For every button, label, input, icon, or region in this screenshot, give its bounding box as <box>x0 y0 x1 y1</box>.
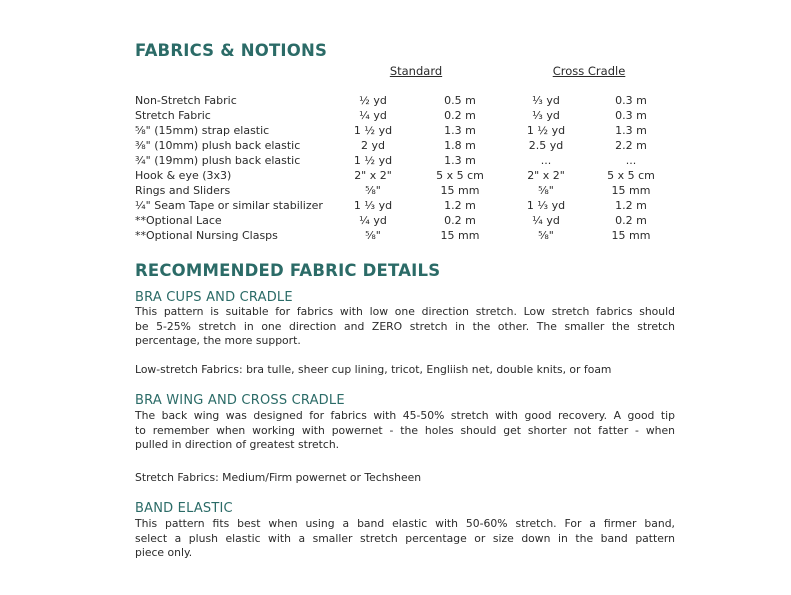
table-row <box>0 139 791 154</box>
table-row <box>0 154 791 169</box>
row-label: ¾" (19mm) plush back elastic <box>135 154 301 167</box>
cross-imperial: 1 ⅓ yd <box>526 199 566 212</box>
column-header-cross-cradle: Cross Cradle <box>552 64 626 78</box>
standard-metric: 5 x 5 cm <box>436 169 484 182</box>
band-elastic-heading: BAND ELASTIC <box>135 501 233 516</box>
cross-metric: 15 mm <box>611 229 651 242</box>
cross-metric: 1.3 m <box>615 124 647 137</box>
standard-imperial: ¼ yd <box>359 109 387 122</box>
row-label: **Optional Lace <box>135 214 222 227</box>
cross-metric: 1.2 m <box>615 199 647 212</box>
cross-imperial: ... <box>540 154 552 167</box>
paragraph-line: select a plush elastic with a smaller stretch percentage or size down in the band pattern <box>135 531 675 545</box>
standard-metric: 1.8 m <box>444 139 476 152</box>
standard-metric: 15 mm <box>440 184 480 197</box>
bra-wing-heading: BRA WING AND CROSS CRADLE <box>135 393 345 408</box>
standard-metric: 0.5 m <box>444 94 476 107</box>
table-row <box>0 199 791 214</box>
standard-imperial: 1 ½ yd <box>353 154 393 167</box>
row-label: ¼" Seam Tape or similar stabilizer <box>135 199 323 212</box>
row-label: Stretch Fabric <box>135 109 211 122</box>
paragraph-line: This pattern fits best when using a band elastic with 50-60% stretch. For a firmer band, <box>135 517 675 530</box>
standard-metric: 1.3 m <box>444 124 476 137</box>
standard-imperial: ½ yd <box>359 94 387 107</box>
table-row <box>0 124 791 139</box>
standard-imperial: ¼ yd <box>359 214 387 227</box>
standard-metric: 0.2 m <box>444 109 476 122</box>
standard-metric: 15 mm <box>440 229 480 242</box>
standard-imperial: 1 ⅓ yd <box>353 199 393 212</box>
cross-imperial: 2.5 yd <box>528 139 564 152</box>
cross-imperial: ¼ yd <box>532 214 560 227</box>
table-row <box>0 169 791 184</box>
stretch-fabrics-line: Stretch Fabrics: Medium/Firm powernet or Techsheen <box>135 471 422 484</box>
standard-metric: 0.2 m <box>444 214 476 227</box>
bra-cups-heading: BRA CUPS AND CRADLE <box>135 290 293 305</box>
standard-imperial: 1 ½ yd <box>353 124 393 137</box>
cross-metric: 15 mm <box>611 184 651 197</box>
cross-imperial: ⅓ yd <box>532 94 560 107</box>
table-row <box>0 109 791 124</box>
column-header-standard: Standard <box>389 64 443 78</box>
cross-metric: 0.3 m <box>615 94 647 107</box>
standard-imperial: ⅝" <box>365 184 381 197</box>
cross-metric: ... <box>625 154 637 167</box>
standard-imperial: 2 yd <box>361 139 385 152</box>
paragraph-line: percentage, the more support. <box>135 334 301 347</box>
table-row <box>0 184 791 199</box>
band-elastic-paragraph <box>135 517 675 561</box>
row-label: Non-Stretch Fabric <box>135 94 237 107</box>
cross-metric: 2.2 m <box>615 139 647 152</box>
standard-imperial: ⅝" <box>365 229 381 242</box>
standard-imperial: 2" x 2" <box>354 169 392 182</box>
bra-wing-paragraph <box>135 409 675 453</box>
standard-metric: 1.2 m <box>444 199 476 212</box>
paragraph-line: to remember when working with powernet - the holes should get shorter not fatter - when <box>135 423 675 437</box>
cross-imperial: ⅓ yd <box>532 109 560 122</box>
low-stretch-fabrics-line: Low-stretch Fabrics: bra tulle, sheer cup lining, tricot, Engliish net, double knits, or foam <box>135 363 612 376</box>
cross-metric: 0.2 m <box>615 214 647 227</box>
paragraph-line: pulled in direction of greatest stretch. <box>135 438 340 451</box>
row-label: ⅝" (15mm) strap elastic <box>135 124 270 137</box>
cross-metric: 5 x 5 cm <box>607 169 655 182</box>
cross-imperial: ⅝" <box>538 184 554 197</box>
standard-metric: 1.3 m <box>444 154 476 167</box>
recommended-fabric-details-title: RECOMMENDED FABRIC DETAILS <box>135 261 441 280</box>
row-label: Hook & eye (3x3) <box>135 169 232 182</box>
row-label: ⅜" (10mm) plush back elastic <box>135 139 301 152</box>
cross-imperial: ⅝" <box>538 229 554 242</box>
row-label: **Optional Nursing Clasps <box>135 229 278 242</box>
paragraph-line: The back wing was designed for fabrics with 45-50% stretch with good recovery. A good tip <box>135 409 675 422</box>
table-row <box>0 229 791 244</box>
table-row <box>0 94 791 109</box>
paragraph-line: piece only. <box>135 546 193 559</box>
paragraph-line: This pattern is suitable for fabrics with low one direction stretch. Low stretch fabrics should <box>135 305 675 318</box>
cross-imperial: 1 ½ yd <box>526 124 566 137</box>
row-label: Rings and Sliders <box>135 184 231 197</box>
paragraph-line: be 5-25% stretch in one direction and ZERO stretch in the other. The smaller the stretch <box>135 319 675 333</box>
bra-cups-paragraph <box>135 305 675 349</box>
fabrics-notions-title: FABRICS & NOTIONS <box>135 41 328 60</box>
cross-metric: 0.3 m <box>615 109 647 122</box>
table-row <box>0 214 791 229</box>
cross-imperial: 2" x 2" <box>527 169 565 182</box>
